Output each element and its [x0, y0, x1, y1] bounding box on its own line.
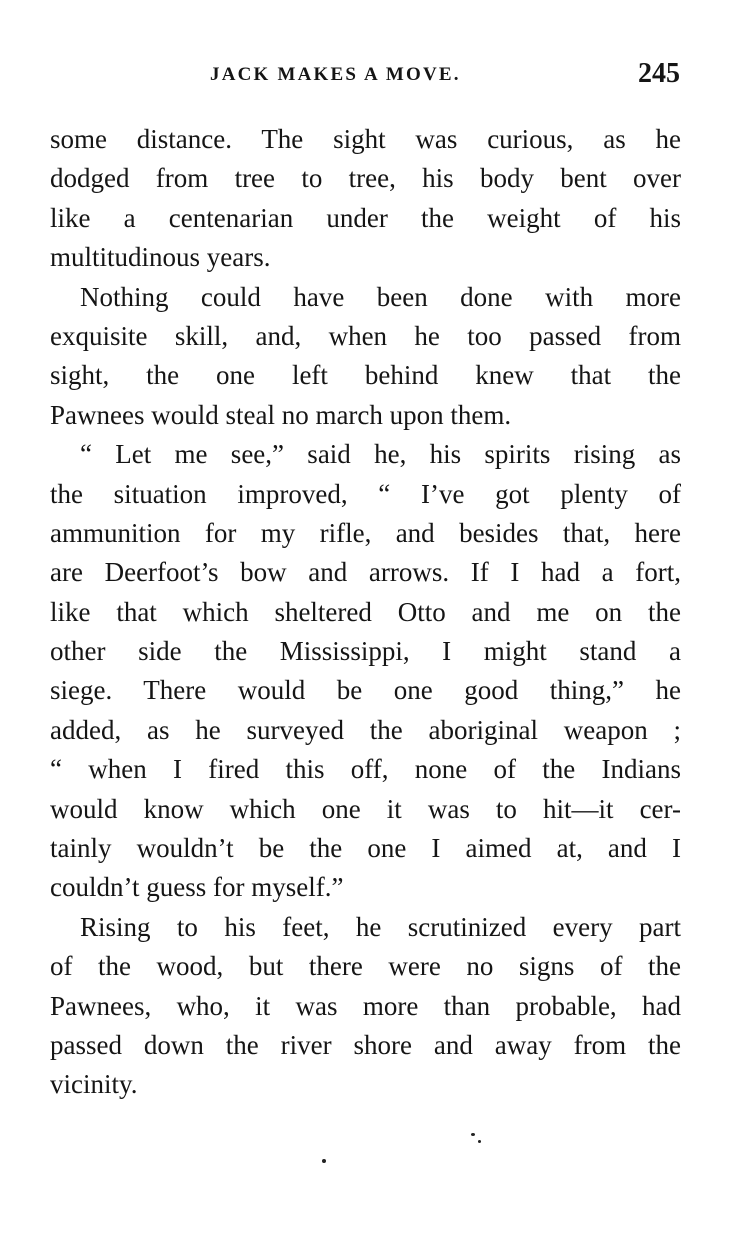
- page-number: 245: [638, 58, 680, 89]
- ink-speck: [471, 1133, 475, 1136]
- text-line: some distance. The sight was curious, as he: [50, 124, 681, 154]
- text-line: “ Let me see,” said he, his spirits rising as: [80, 439, 681, 470]
- paragraph-2: [50, 278, 681, 436]
- text-line: Pawnees, who, it was more than probable, had: [50, 990, 681, 1021]
- text-line: are Deerfoot’s bow and arrows. If I had a fort,: [50, 557, 681, 588]
- text-line: would know which one it was to hit—it cer-: [50, 793, 681, 824]
- text-line: ammunition for my rifle, and besides that, here: [50, 517, 681, 548]
- running-title: JACK MAKES A MOVE.: [210, 64, 461, 85]
- text-line: vicinity.: [50, 1069, 138, 1100]
- text-line: “ when I fired this off, none of the Indians: [50, 754, 681, 785]
- text-line: tainly wouldn’t be the one I aimed at, and I: [50, 833, 681, 864]
- text-line: like that which sheltered Otto and me on the: [50, 596, 681, 627]
- text-line: couldn’t guess for myself.”: [50, 872, 344, 903]
- paragraph-1: [50, 120, 681, 278]
- body-text: [50, 120, 681, 1105]
- text-line: of the wood, but there were no signs of the: [50, 951, 681, 982]
- text-line: sight, the one left behind knew that the: [50, 360, 681, 391]
- text-line: other side the Mississippi, I might stand a: [50, 636, 681, 667]
- text-line: multitudinous years.: [50, 242, 271, 273]
- paragraph-4: [50, 908, 681, 1105]
- text-line: siege. There would be one good thing,” he: [50, 675, 681, 706]
- text-line: added, as he surveyed the aboriginal weapon ;: [50, 714, 681, 745]
- paragraph-3: [50, 435, 681, 908]
- ink-speck: [322, 1159, 326, 1163]
- text-line: exquisite skill, and, when he too passed from: [50, 320, 681, 351]
- text-line: Pawnees would steal no march upon them.: [50, 399, 512, 430]
- running-head: [50, 58, 682, 94]
- text-line: like a centenarian under the weight of his: [50, 202, 681, 233]
- ink-speck: [478, 1140, 481, 1143]
- text-line: the situation improved, “ I’ve got plenty of: [50, 478, 681, 509]
- text-line: Nothing could have been done with more: [80, 281, 681, 312]
- text-line: dodged from tree to tree, his body bent over: [50, 163, 681, 194]
- text-line: passed down the river shore and away from the: [50, 1029, 681, 1060]
- text-line: Rising to his feet, he scrutinized every part: [80, 911, 681, 942]
